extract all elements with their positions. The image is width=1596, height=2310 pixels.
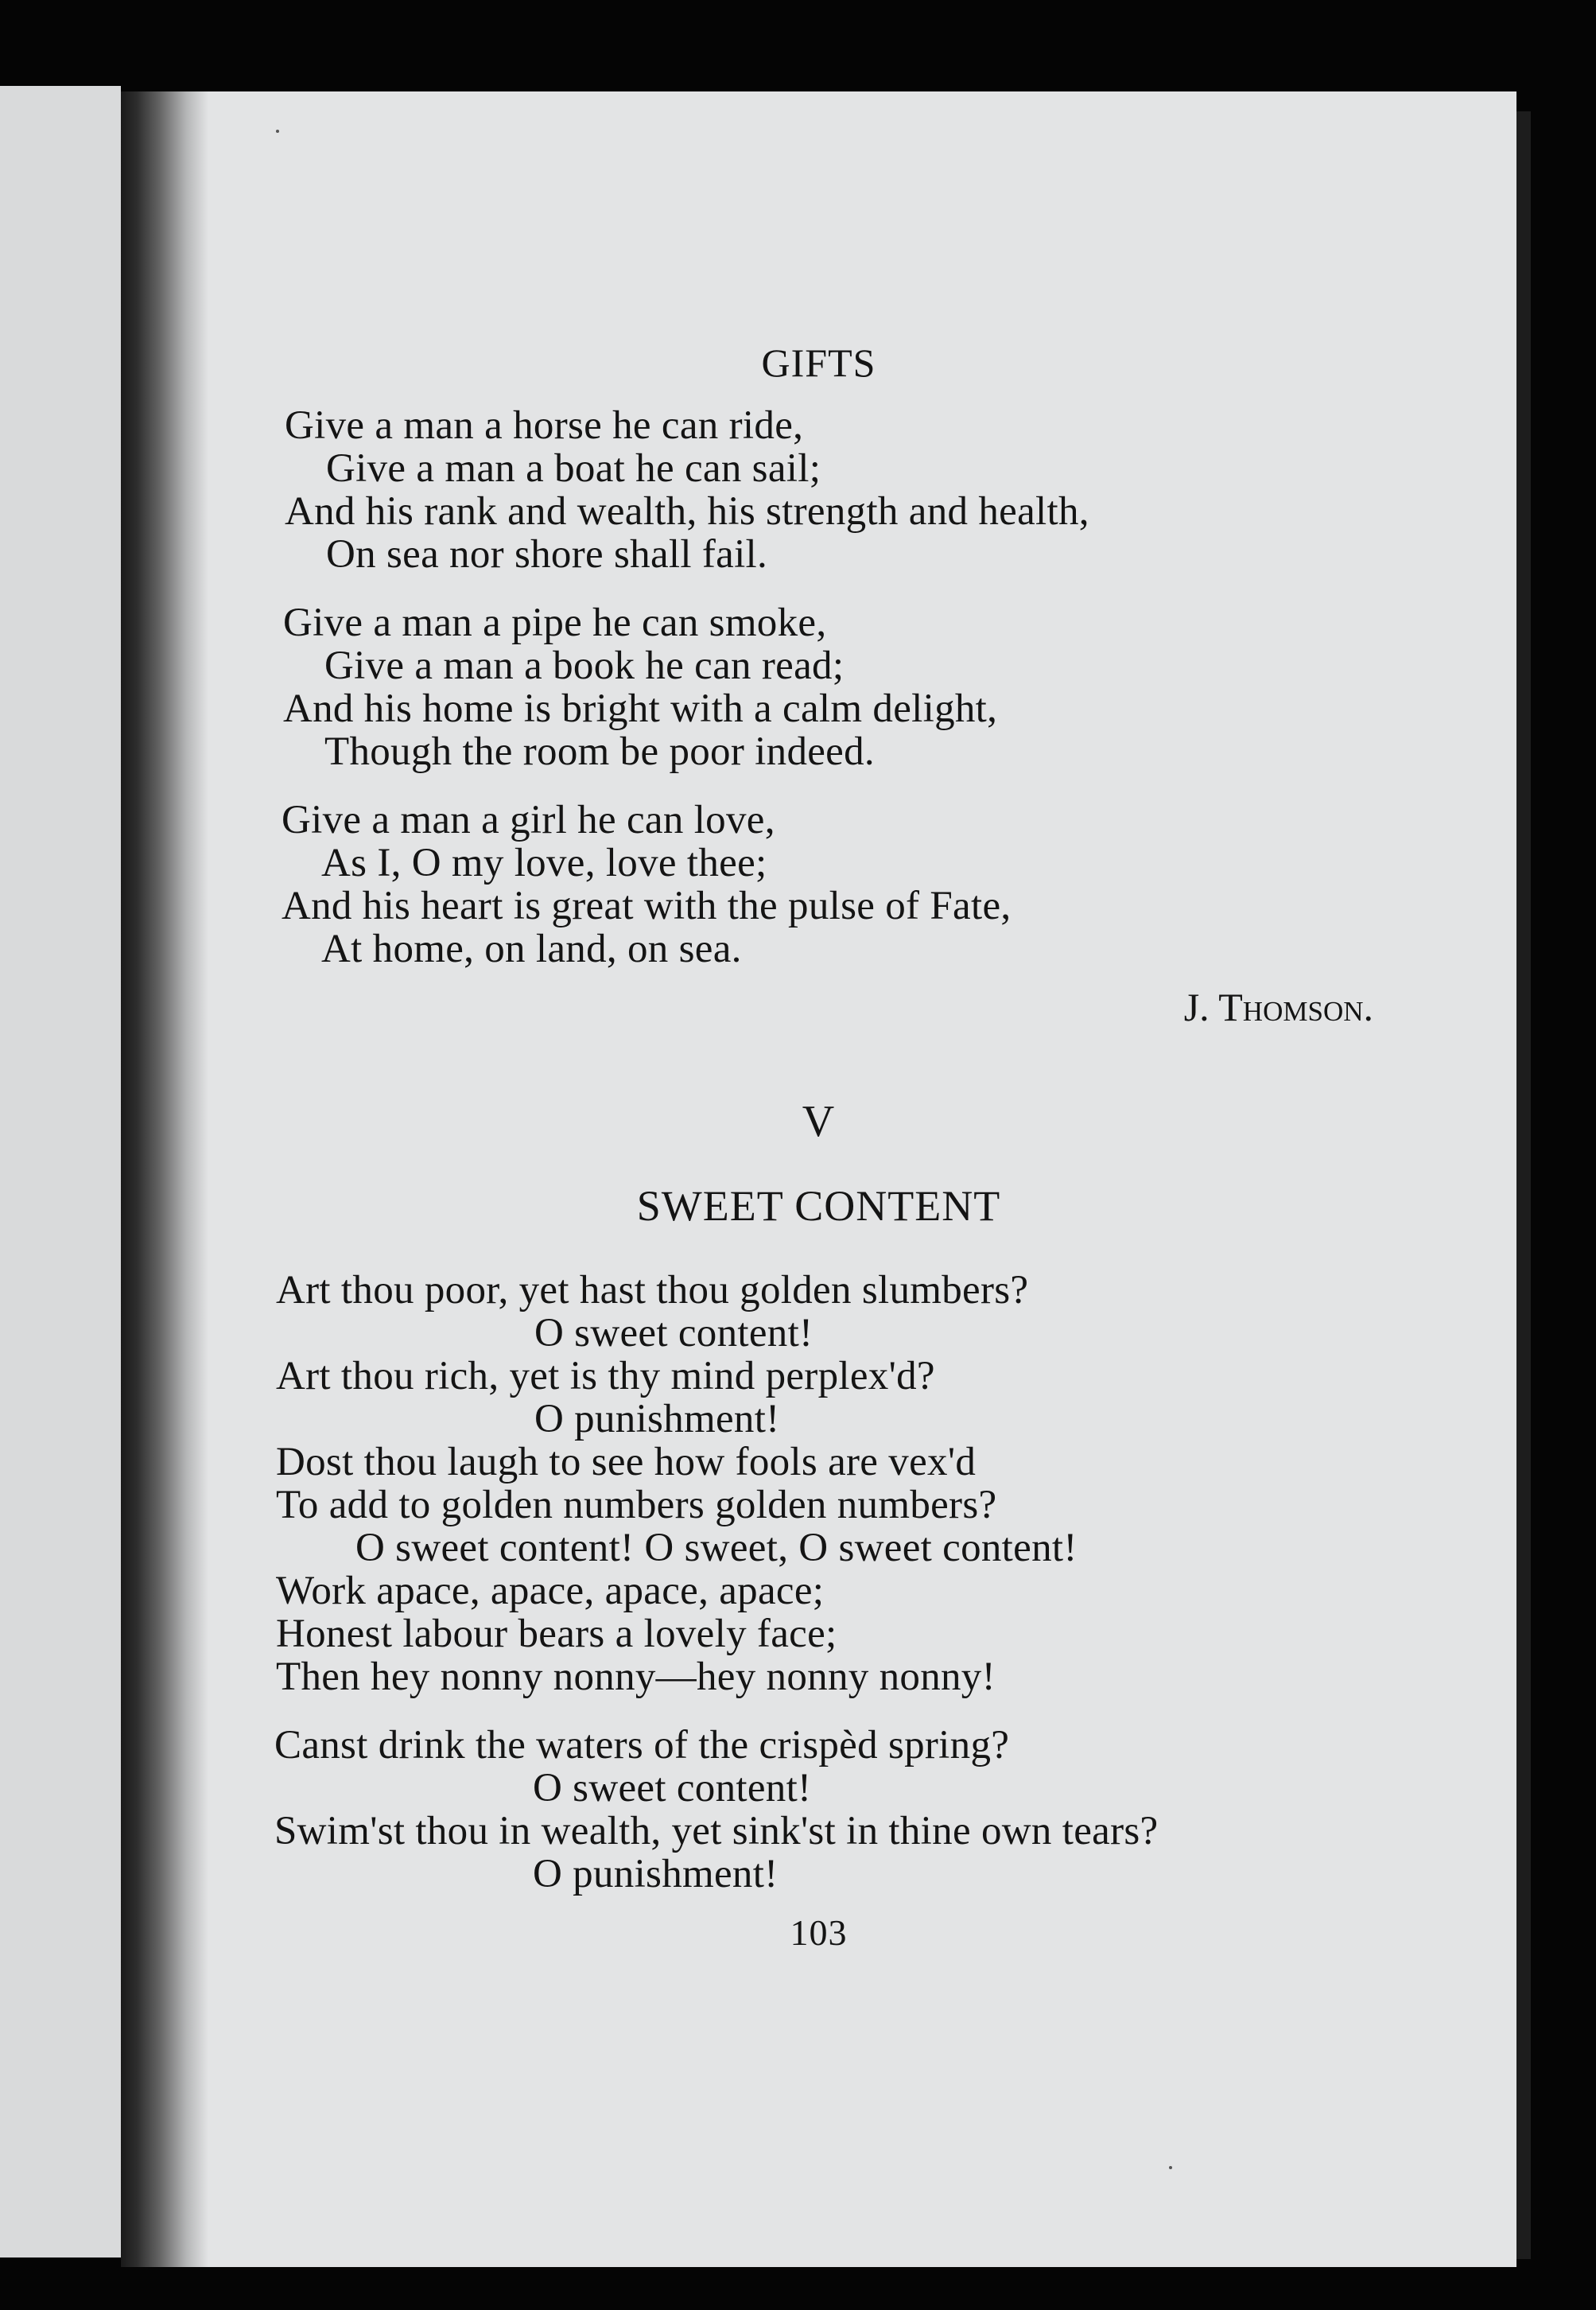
poem-line: Give a man a pipe he can smoke, — [283, 601, 827, 645]
poem-line: O punishment! — [533, 1852, 779, 1896]
page-text — [121, 91, 1516, 2267]
poem-line: As I, O my love, love thee; — [321, 841, 767, 885]
poem-line: And his heart is great with the pulse of Fate, — [282, 884, 1012, 928]
poem-line: Art thou rich, yet is thy mind perplex'd? — [276, 1354, 935, 1398]
poem-line: Give a man a horse he can ride, — [285, 403, 804, 448]
poem-line: At home, on land, on sea. — [321, 927, 742, 971]
poem-line: To add to golden numbers golden numbers? — [276, 1483, 997, 1527]
poem-author: J. Thomson. — [1183, 985, 1373, 1029]
facing-page-edge — [0, 86, 121, 2258]
section-numeral: V — [802, 1097, 836, 1146]
poem-line: And his home is bright with a calm delight, — [283, 686, 998, 731]
page-edge-shadow — [1516, 111, 1531, 2259]
poem-line: O sweet content! — [533, 1766, 812, 1810]
poem-line: Give a man a girl he can love, — [282, 798, 775, 842]
poem-line: O sweet content! — [534, 1311, 814, 1355]
page-number: 103 — [790, 1912, 848, 1953]
poem-line: Give a man a boat he can sail; — [326, 446, 821, 491]
scan-speck — [276, 130, 279, 133]
poem-line: Canst drink the waters of the crispèd spring? — [274, 1723, 1010, 1768]
poem-line: O sweet content! O sweet, O sweet content! — [355, 1526, 1078, 1570]
poem-line: Though the room be poor indeed. — [324, 729, 875, 774]
poem-title-gifts: GIFTS — [761, 340, 876, 385]
poem-line: And his rank and wealth, his strength and health, — [285, 489, 1089, 534]
poem-line: Work apace, apace, apace, apace; — [276, 1569, 825, 1613]
book-page — [121, 91, 1516, 2267]
poem-line: Dost thou laugh to see how fools are vex'd — [276, 1440, 977, 1484]
poem-line: Art thou poor, yet hast thou golden slumbers? — [276, 1268, 1029, 1312]
poem-line: Give a man a book he can read; — [324, 644, 845, 688]
poem-line: Then hey nonny nonny—hey nonny nonny! — [276, 1655, 996, 1699]
poem-line: Honest labour bears a lovely face; — [276, 1612, 837, 1656]
poem-line: O punishment! — [534, 1397, 780, 1441]
poem-line: Swim'st thou in wealth, yet sink'st in thine own tears? — [274, 1809, 1159, 1853]
scan-speck — [1169, 2166, 1172, 2169]
poem-line: On sea nor shore shall fail. — [326, 532, 768, 577]
poem-title-sweet-content: SWEET CONTENT — [636, 1182, 1001, 1230]
